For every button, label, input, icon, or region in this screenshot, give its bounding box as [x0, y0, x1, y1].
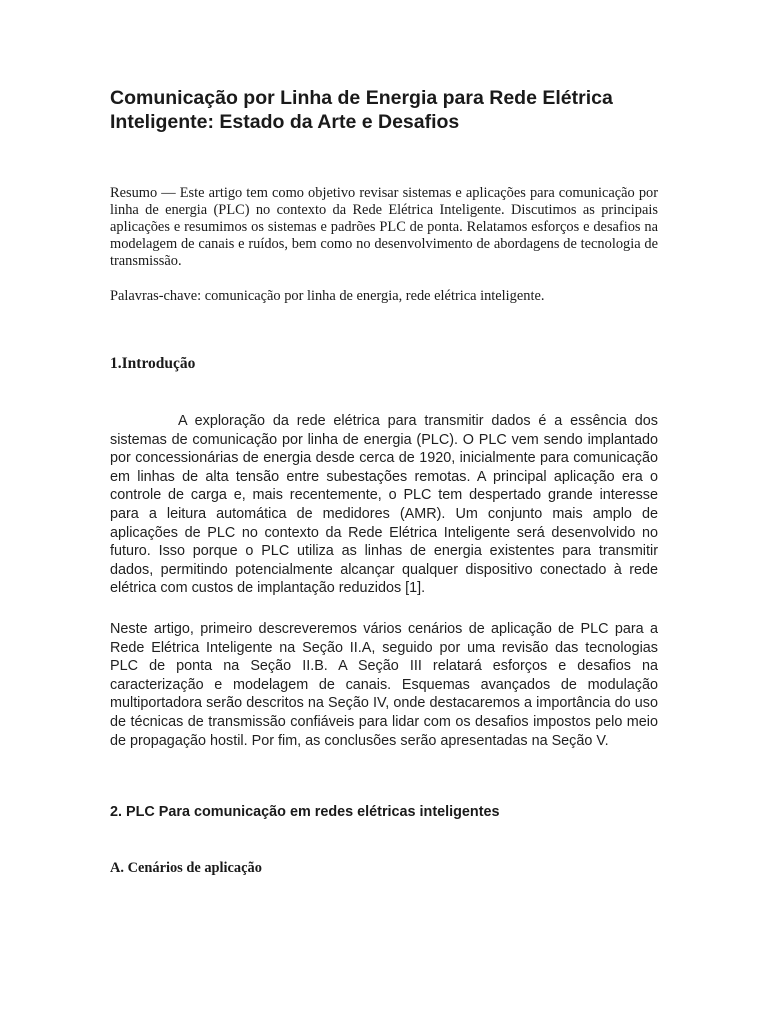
subsection-a-heading: A. Cenários de aplicação — [110, 860, 262, 876]
section-2-heading: 2. PLC Para comunicação em redes elétricas inteligentes — [110, 804, 500, 820]
abstract: Resumo — Este artigo tem como objetivo revisar sistemas e aplicações para comunicação por linha de energia (PLC) no contexto da Rede Elétrica Inteligente. Discutimos as principais aplicações e resumimos os sistemas e padrões PLC de ponta. Relatamos esforços e desafios na modelagem de canais e ruídos, bem como no desenvolvimento de abordagens de tecnologia de transmissão. — [110, 185, 658, 269]
introduction-heading: 1.Introdução — [110, 355, 196, 372]
introduction-paragraph-1: A exploração da rede elétrica para transmitir dados é a essência dos sistemas de comunicação por linha de energia (PLC). O PLC vem sendo implantado por concessionárias de energia desde cerca de 1920, inicialmente para comunicação em linhas de alta tensão entre subestações remotas. A principal aplicação era o controle de carga e, mais recentemente, o PLC tem despertado grande interesse para a leitura automática de medidores (AMR). Um conjunto mais amplo de aplicações de PLC no contexto da Rede Elétrica Inteligente será desenvolvido no futuro. Isso porque o PLC utiliza as linhas de energia existentes para transmitir dados, permitindo potencialmente alcançar qualquer dispositivo conectado à rede elétrica com custos de implantação reduzidos [1]. — [110, 413, 658, 597]
keywords: Palavras-chave: comunicação por linha de energia, rede elétrica inteligente. — [110, 288, 545, 304]
introduction-paragraph-2: Neste artigo, primeiro descreveremos vários cenários de aplicação de PLC para a Rede Elétrica Inteligente na Seção II.A, seguido por uma revisão das tecnologias PLC de ponta na Seção II.B. A Seção III relatará esforços e desafios na caracterização e modelagem de canais. Esquemas avançados de modulação multiportadora serão descritos na Seção IV, onde destacaremos a importância do uso de técnicas de transmissão confiáveis para lidar com os desafios impostos pelo meio de propagação hostil. Por fim, as conclusões serão apresentadas na Seção V. — [110, 621, 658, 749]
paper-title: Comunicação por Linha de Energia para Rede Elétrica Inteligente: Estado da Arte e Desafios — [110, 87, 613, 133]
